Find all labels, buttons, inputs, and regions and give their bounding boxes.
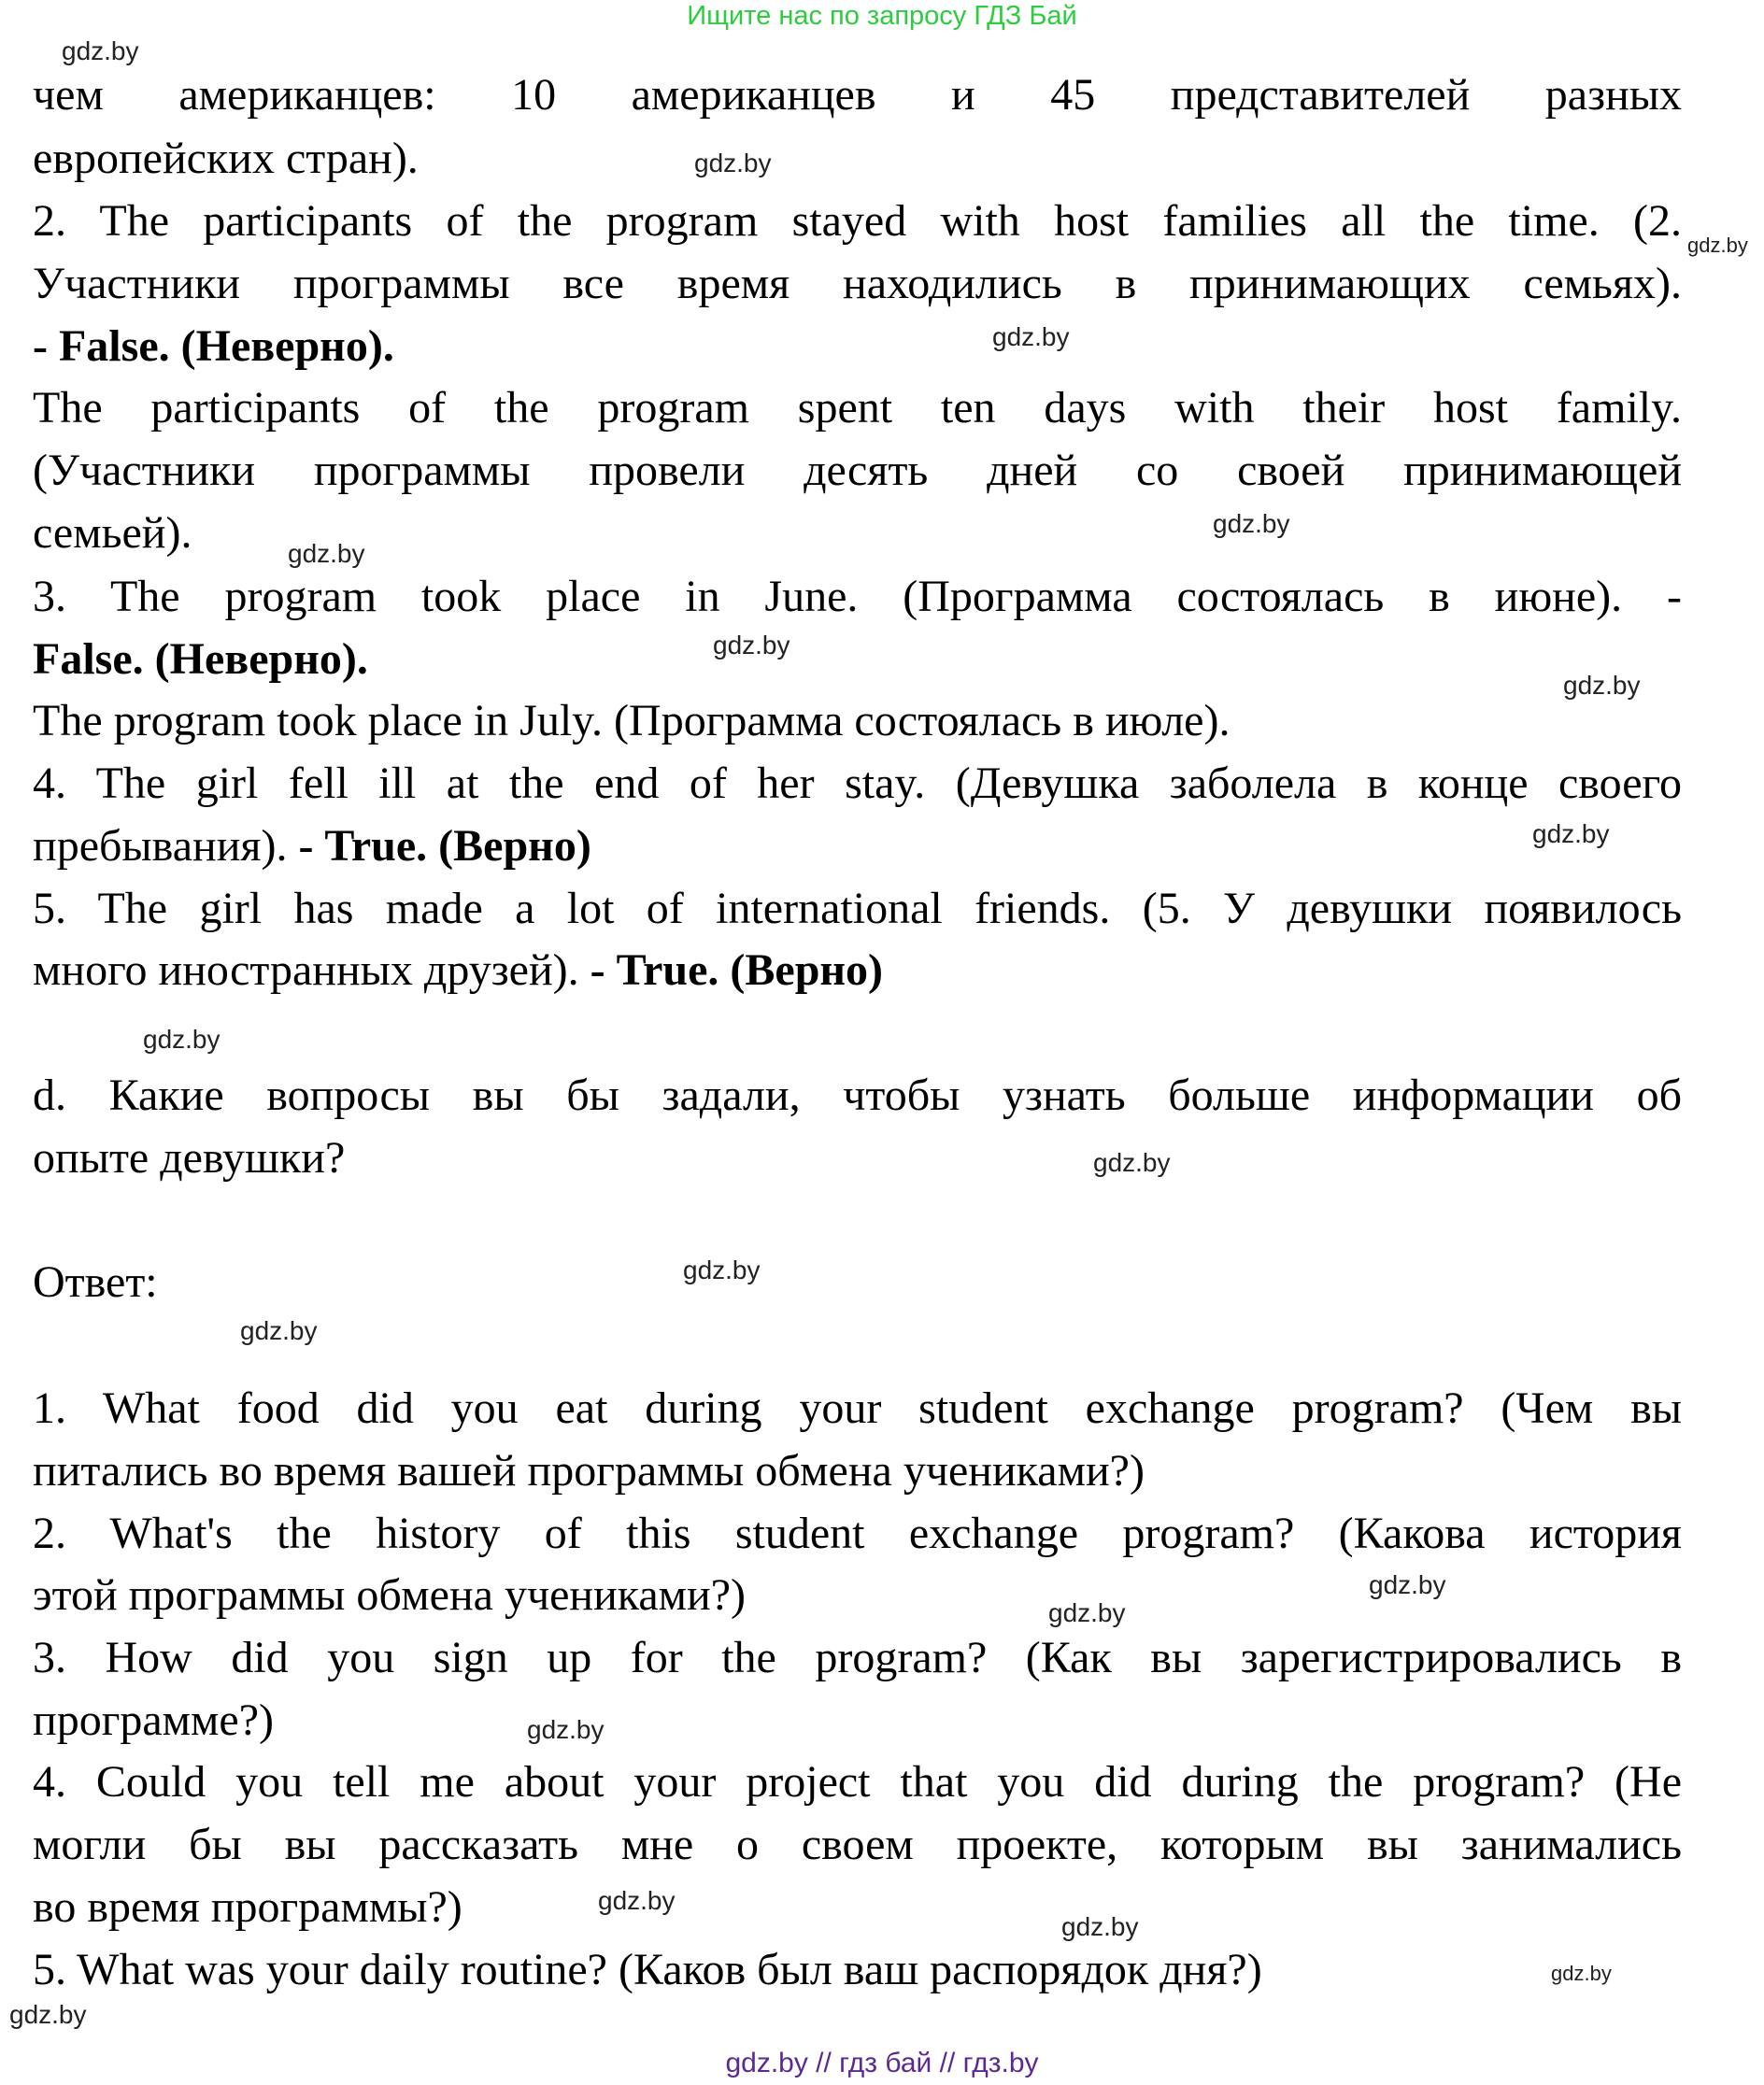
watermark: gdz.by <box>143 1025 220 1054</box>
question-line: программе?) <box>33 1695 275 1745</box>
answer-line <box>33 944 883 997</box>
watermark: gdz.by <box>240 1316 318 1345</box>
question-line: 4. Could you tell me about your project that you did during the program? (Не <box>33 1757 1682 1807</box>
text: пребывания). <box>33 821 299 871</box>
text-line: 4. The girl fell ill at the end of her stay. (Девушка заболела в конце своего <box>33 759 1682 808</box>
search-hint-banner[interactable]: Ищите нас по запросу ГДЗ Бай <box>687 1 1077 31</box>
watermark: gdz.by <box>1532 819 1610 848</box>
task-line: d. Какие вопросы вы бы задали, чтобы узнать больше информации об <box>33 1071 1682 1120</box>
watermark: gdz.by <box>288 539 365 568</box>
watermark: gdz.by <box>527 1715 605 1744</box>
watermark: gdz.by <box>1093 1148 1171 1177</box>
watermark: gdz.by <box>1687 234 1748 257</box>
answer-verdict: False. (Неверно). <box>33 634 368 684</box>
question-line: во время программы?) <box>33 1882 462 1932</box>
watermark: gdz.by <box>598 1886 676 1915</box>
question-line: 1. What food did you eat during your student exchange program? (Чем вы <box>33 1383 1682 1433</box>
watermark: gdz.by <box>713 631 790 660</box>
text-line: The participants of the program spent ten days with their host family. <box>33 383 1682 433</box>
watermark: gdz.by <box>1048 1598 1126 1627</box>
watermark: gdz.by <box>992 322 1070 351</box>
question-line: питались во время вашей программы обмена учениками?) <box>33 1446 1145 1496</box>
text-line: The program took place in July. (Программа состоялась в июле). <box>33 696 1231 745</box>
answer-line <box>33 320 394 373</box>
text-line: 2. The participants of the program stayed with host families all the time. (2. <box>33 196 1682 246</box>
text-line: 5. The girl has made a lot of international friends. (5. У девушки появилось <box>33 884 1682 933</box>
text-line: семьей). <box>33 508 192 558</box>
question-line: 3. How did you sign up for the program? (Как вы зарегистрировались в <box>33 1633 1682 1682</box>
footer-links[interactable]: gdz.by // гдз бай // гдз.by <box>725 2048 1039 2078</box>
watermark: gdz.by <box>1061 1912 1139 1941</box>
answer-line <box>33 820 591 872</box>
question-line: этой программы обмена учениками?) <box>33 1570 747 1620</box>
text-line: Участники программы все время находились в принимающих семьях). <box>33 259 1682 308</box>
answer-line <box>33 633 368 686</box>
text-line: европейских стран). <box>33 134 419 183</box>
watermark: gdz.by <box>694 149 772 177</box>
watermark: gdz.by <box>683 1255 761 1284</box>
question-line: 2. What's the history of this student exchange program? (Какова история <box>33 1509 1682 1558</box>
answer-verdict: - False. (Неверно). <box>33 321 394 371</box>
watermark: gdz.by <box>1213 509 1290 538</box>
watermark: gdz.by <box>1563 671 1641 700</box>
watermark: gdz.by <box>1551 1962 1612 1985</box>
watermark: gdz.by <box>62 36 139 65</box>
answer-verdict: - True. (Верно) <box>298 821 591 871</box>
text-line: 3. The program took place in June. (Программа состоялась в июне). - <box>33 572 1682 621</box>
text: много иностранных друзей). <box>33 945 590 995</box>
text-line: (Участники программы провели десять дней со своей принимающей <box>33 446 1682 495</box>
question-line: 5. What was your daily routine? (Каков был ваш распорядок дня?) <box>33 1945 1262 1994</box>
watermark: gdz.by <box>9 2000 87 2029</box>
text-line: чем американцев: 10 американцев и 45 представителей разных <box>33 70 1682 120</box>
answer-verdict: - True. (Верно) <box>590 945 884 995</box>
task-line: опыте девушки? <box>33 1133 346 1183</box>
question-line: могли бы вы рассказать мне о своем проекте, которым вы занимались <box>33 1820 1682 1869</box>
watermark: gdz.by <box>1369 1570 1446 1599</box>
answer-label: Ответ: <box>33 1257 158 1307</box>
